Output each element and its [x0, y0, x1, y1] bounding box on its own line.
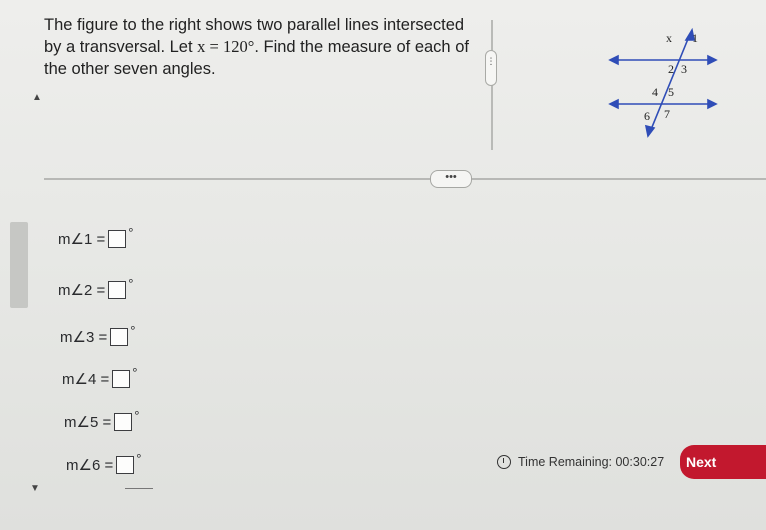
problem-text-after: . Find the measure of each of the other seven angles. [44, 38, 469, 78]
transversal-line [650, 34, 690, 132]
angle-5-unit: ° [134, 407, 140, 423]
angle-1-label: m∠1 = [58, 231, 106, 248]
vertical-resize-handle[interactable]: ⋮ [485, 50, 497, 86]
angle-label-4: 4 [652, 85, 658, 99]
angle-4-row [62, 364, 138, 388]
angle-2-label: m∠2 = [58, 282, 106, 299]
angle-label-x: x [666, 31, 672, 45]
angle-label-6: 6 [644, 109, 650, 123]
angle-label-1: 1 [692, 31, 698, 45]
arrowhead-bottom-left [610, 100, 618, 108]
angle-4-unit: ° [132, 364, 138, 380]
angle-1-unit: ° [128, 224, 134, 240]
scrollbar-thumb[interactable] [10, 222, 28, 308]
angle-3-row [60, 322, 136, 346]
arrowhead-bottom-right [708, 100, 716, 108]
angle-6-label: m∠6 = [66, 457, 114, 474]
parallel-lines-diagram [608, 28, 718, 138]
arrowhead-top-right [708, 56, 716, 64]
angle-6-row [66, 450, 142, 474]
time-remaining [497, 455, 664, 469]
angle-2-input[interactable] [108, 281, 126, 299]
angle-6-input[interactable] [116, 456, 134, 474]
problem-text-before: The figure to the right shows two parallel lines intersected by a transversal. Let [44, 16, 465, 56]
angle-4-input[interactable] [112, 370, 130, 388]
angle-5-input[interactable] [114, 413, 132, 431]
angle-4-label: m∠4 = [62, 371, 110, 388]
angle-3-input[interactable] [110, 328, 128, 346]
angle-2-unit: ° [128, 275, 134, 291]
angle-3-label: m∠3 = [60, 329, 108, 346]
time-remaining-label: Time Remaining: 00:30:27 [518, 455, 665, 469]
next-button[interactable]: Next [680, 445, 766, 479]
angle-label-5: 5 [668, 85, 674, 99]
angle-label-7: 7 [664, 107, 670, 121]
angle-6-unit: ° [136, 450, 142, 466]
angle-3-unit: ° [130, 322, 136, 338]
arrowhead-transversal-bottom [646, 126, 654, 136]
arrowhead-top-left [610, 56, 618, 64]
angle-2-row [58, 275, 134, 299]
partial-content-edge [125, 488, 153, 493]
scroll-up-icon[interactable]: ▲ [32, 92, 42, 103]
scroll-down-icon[interactable]: ▼ [30, 483, 40, 494]
pane-divider-horizontal[interactable] [44, 178, 766, 180]
angle-5-row [64, 407, 140, 431]
angle-5-label: m∠5 = [64, 414, 112, 431]
angle-label-3: 3 [681, 62, 687, 76]
problem-statement [44, 14, 484, 80]
angle-1-input[interactable] [108, 230, 126, 248]
angle-label-2: 2 [668, 62, 674, 76]
clock-icon [497, 455, 511, 469]
angle-1-row [58, 224, 134, 248]
horizontal-resize-handle[interactable]: ••• [430, 170, 472, 188]
problem-given-value: x = 120° [197, 37, 255, 56]
